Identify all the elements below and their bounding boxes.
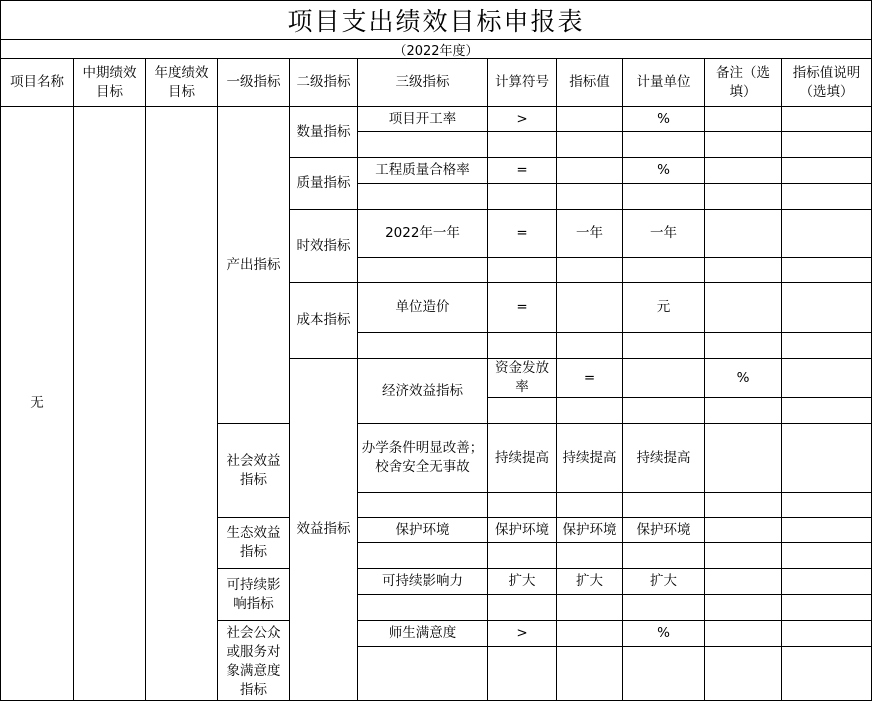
- note-cell: [782, 132, 872, 158]
- note-cell: [782, 424, 872, 493]
- unit-cell: %: [623, 158, 705, 184]
- header-level3: 三级指标: [358, 59, 488, 107]
- header-level1: 一级指标: [218, 59, 290, 107]
- form-year: （2022年度）: [0, 39, 872, 58]
- remark-cell: [705, 184, 782, 210]
- unit-cell: 持续提高: [623, 424, 705, 493]
- level3-cell: [358, 333, 488, 359]
- note-cell: [782, 258, 872, 283]
- project-name-cell: 无: [1, 107, 74, 701]
- symbol-cell: [488, 493, 557, 518]
- symbol-cell: [488, 647, 557, 701]
- value-cell: [623, 398, 705, 424]
- note-cell: [782, 569, 872, 595]
- unit-cell: [623, 595, 705, 621]
- value-cell: [557, 647, 623, 701]
- remark-cell: [705, 210, 782, 258]
- level3-cell: [358, 647, 488, 701]
- symbol-cell: =: [557, 359, 623, 398]
- value-cell: [623, 359, 705, 398]
- value-cell: [557, 158, 623, 184]
- remark-cell: [705, 424, 782, 493]
- remark-cell: [705, 107, 782, 132]
- performance-table: [0, 58, 872, 701]
- header-symbol: 计算符号: [488, 59, 557, 107]
- note-cell: [782, 107, 872, 132]
- value-cell: [557, 543, 623, 569]
- value-cell: 扩大: [557, 569, 623, 595]
- header-unit: 计量单位: [623, 59, 705, 107]
- header-note: 指标值说明（选填）: [782, 59, 872, 107]
- value-cell: [557, 621, 623, 647]
- symbol-cell: [488, 132, 557, 158]
- remark-cell: [705, 283, 782, 333]
- symbol-cell: >: [488, 107, 557, 132]
- unit-cell: 保护环境: [623, 518, 705, 543]
- remark-cell: [705, 569, 782, 595]
- level2-social: 社会效益指标: [218, 424, 290, 518]
- level3-cell: [358, 493, 488, 518]
- note-cell: [782, 333, 872, 359]
- remark-cell: [705, 595, 782, 621]
- level3-cell: 保护环境: [358, 518, 488, 543]
- symbol-cell: 保护环境: [488, 518, 557, 543]
- level3-cell: [358, 184, 488, 210]
- symbol-cell: [488, 543, 557, 569]
- mid-goal-cell: [74, 107, 146, 701]
- level2-quality: 质量指标: [290, 158, 358, 210]
- unit-cell: 一年: [623, 210, 705, 258]
- remark-cell: [782, 359, 872, 398]
- unit-cell: %: [623, 621, 705, 647]
- value-cell: [557, 333, 623, 359]
- level2-ecological: 生态效益指标: [218, 518, 290, 569]
- level2-cost: 成本指标: [290, 283, 358, 359]
- unit-cell: [705, 398, 782, 424]
- note-cell: [782, 543, 872, 569]
- level3-cell: 可持续影响力: [358, 569, 488, 595]
- level2-satisfaction: 社会公众或服务对象满意度指标: [218, 621, 290, 701]
- unit-cell: 扩大: [623, 569, 705, 595]
- level3-cell: 2022年一年: [358, 210, 488, 258]
- unit-cell: %: [623, 107, 705, 132]
- level1-output: 产出指标: [218, 107, 290, 424]
- level3-cell: 单位造价: [358, 283, 488, 333]
- header-remark: 备注（选填）: [705, 59, 782, 107]
- table-row: [1, 107, 872, 132]
- symbol-cell: [488, 333, 557, 359]
- level3-cell: 项目开工率: [358, 107, 488, 132]
- remark-cell: [705, 621, 782, 647]
- level3-cell: 资金发放率: [488, 359, 557, 398]
- value-cell: [557, 493, 623, 518]
- note-cell: [782, 493, 872, 518]
- unit-cell: [623, 132, 705, 158]
- annual-goal-cell: [146, 107, 218, 701]
- level3-cell: 师生满意度: [358, 621, 488, 647]
- unit-cell: %: [705, 359, 782, 398]
- value-cell: [557, 283, 623, 333]
- remark-cell: [705, 543, 782, 569]
- note-cell: [782, 184, 872, 210]
- symbol-cell: [557, 398, 623, 424]
- symbol-cell: >: [488, 621, 557, 647]
- level3-cell: [488, 398, 557, 424]
- value-cell: 一年: [557, 210, 623, 258]
- level3-cell: [358, 543, 488, 569]
- level2-sustainable: 可持续影响指标: [218, 569, 290, 621]
- symbol-cell: =: [488, 158, 557, 184]
- header-value: 指标值: [557, 59, 623, 107]
- header-row: [1, 59, 872, 107]
- symbol-cell: 持续提高: [488, 424, 557, 493]
- level2-economic: 经济效益指标: [358, 359, 488, 424]
- unit-cell: [623, 493, 705, 518]
- level3-cell: [358, 595, 488, 621]
- form-title: 项目支出绩效目标申报表: [0, 0, 872, 39]
- remark-cell: [705, 518, 782, 543]
- note-cell: [782, 283, 872, 333]
- value-cell: [557, 258, 623, 283]
- unit-cell: [623, 258, 705, 283]
- note-cell: [782, 621, 872, 647]
- note-cell: [782, 647, 872, 701]
- level3-cell: 工程质量合格率: [358, 158, 488, 184]
- remark-cell: [782, 398, 872, 424]
- unit-cell: [623, 543, 705, 569]
- value-cell: [557, 184, 623, 210]
- header-mid-goal: 中期绩效目标: [74, 59, 146, 107]
- unit-cell: 元: [623, 283, 705, 333]
- symbol-cell: =: [488, 210, 557, 258]
- note-cell: [782, 158, 872, 184]
- remark-cell: [705, 258, 782, 283]
- value-cell: 保护环境: [557, 518, 623, 543]
- unit-cell: [623, 184, 705, 210]
- unit-cell: [623, 333, 705, 359]
- remark-cell: [705, 158, 782, 184]
- symbol-cell: 扩大: [488, 569, 557, 595]
- level3-cell: [358, 132, 488, 158]
- note-cell: [782, 518, 872, 543]
- value-cell: 持续提高: [557, 424, 623, 493]
- level3-cell: 办学条件明显改善；校舍安全无事故: [358, 424, 488, 493]
- remark-cell: [705, 333, 782, 359]
- header-annual-goal: 年度绩效目标: [146, 59, 218, 107]
- level1-benefit: 效益指标: [290, 359, 358, 701]
- remark-cell: [705, 647, 782, 701]
- symbol-cell: [488, 184, 557, 210]
- note-cell: [782, 595, 872, 621]
- value-cell: [557, 132, 623, 158]
- symbol-cell: =: [488, 283, 557, 333]
- level2-quantity: 数量指标: [290, 107, 358, 158]
- remark-cell: [705, 132, 782, 158]
- header-project-name: 项目名称: [1, 59, 74, 107]
- value-cell: [557, 107, 623, 132]
- level3-cell: [358, 258, 488, 283]
- remark-cell: [705, 493, 782, 518]
- symbol-cell: [488, 595, 557, 621]
- symbol-cell: [488, 258, 557, 283]
- note-cell: [782, 210, 872, 258]
- value-cell: [557, 595, 623, 621]
- header-level2: 二级指标: [290, 59, 358, 107]
- level2-timeliness: 时效指标: [290, 210, 358, 283]
- unit-cell: [623, 647, 705, 701]
